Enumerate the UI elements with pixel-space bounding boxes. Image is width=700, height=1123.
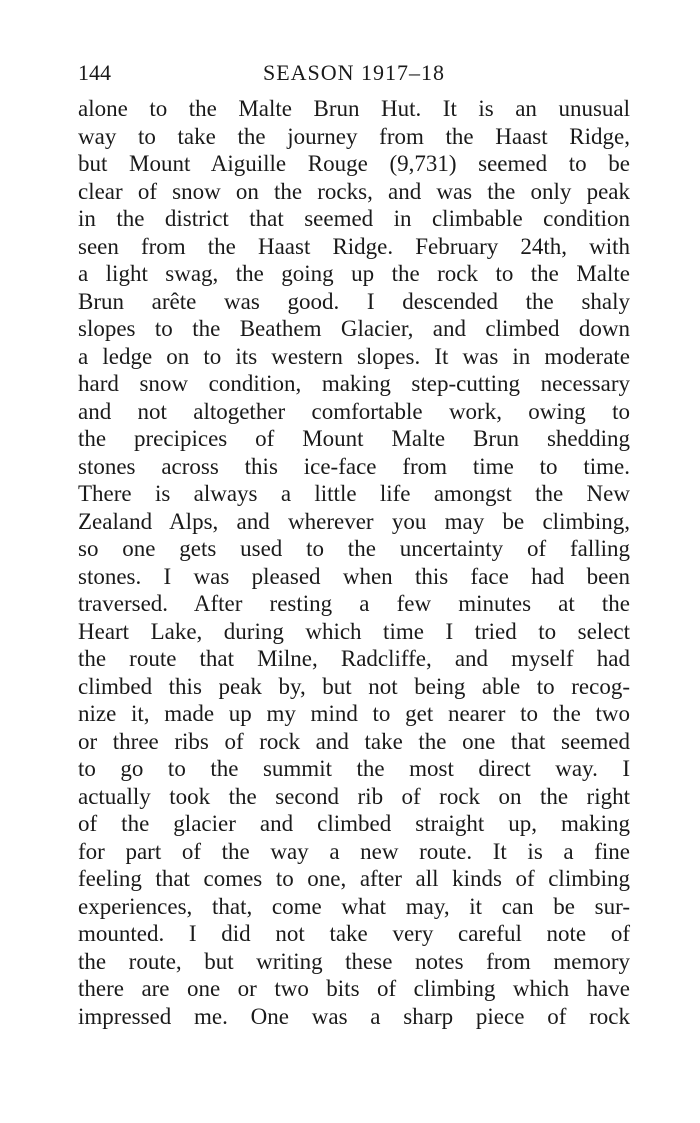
text-line: mounted. I did not take very careful note of	[78, 921, 630, 946]
text-line: Heart Lake, during which time I tried to select	[78, 618, 630, 644]
text-line: in the district that seemed in climbable condition	[78, 206, 630, 231]
text-line: alone to the Malte Brun Hut. It is an unusual	[78, 96, 630, 121]
text-line: Zealand Alps, and wherever you may be climbing,	[78, 508, 630, 534]
text-line: experiences, that, come what may, it can be sur-	[78, 893, 630, 919]
text-line: but Mount Aiguille Rouge (9,731) seemed to be	[78, 151, 630, 176]
text-line: there are one or two bits of climbing which have	[78, 976, 630, 1001]
text-line: stones across this ice-face from time to time.	[78, 453, 630, 479]
text-line: the precipices of Mount Malte Brun shedding	[78, 426, 630, 451]
text-line: a light swag, the going up the rock to the Malte	[78, 261, 630, 286]
running-head: SEASON 1917–18	[262, 60, 446, 85]
text-line: for part of the way a new route. It is a fine	[78, 838, 630, 864]
text-line: the route, but writing these notes from memory	[78, 948, 630, 974]
text-line: climbed this peak by, but not being able to recog-	[78, 673, 630, 699]
text-line: and not altogether comfortable work, owing to	[78, 398, 630, 424]
body-text	[78, 95, 630, 1030]
text-line: traversed. After resting a few minutes at the	[78, 591, 630, 616]
text-line: actually took the second rib of rock on the right	[78, 783, 630, 809]
text-line: stones. I was pleased when this face had been	[78, 563, 630, 589]
text-line: impressed me. One was a sharp piece of rock	[78, 1003, 630, 1029]
text-line: or three ribs of rock and take the one that seemed	[78, 728, 630, 754]
text-line: way to take the journey from the Haast Ridge,	[78, 123, 630, 149]
text-line: the route that Milne, Radcliffe, and myself had	[78, 646, 630, 671]
text-line: clear of snow on the rocks, and was the only peak	[78, 178, 630, 204]
text-line: feeling that comes to one, after all kinds of climbing	[78, 866, 630, 891]
text-line: seen from the Haast Ridge. February 24th, with	[78, 233, 630, 259]
text-line: a ledge on to its western slopes. It was in moderate	[78, 343, 630, 369]
text-line: slopes to the Beathem Glacier, and climbed down	[78, 316, 630, 341]
text-line: There is always a little life amongst the New	[78, 481, 630, 506]
page-header	[78, 56, 630, 90]
text-line: of the glacier and climbed straight up, making	[78, 811, 630, 836]
text-line: nize it, made up my mind to get nearer to the two	[78, 701, 630, 726]
text-line: so one gets used to the uncertainty of falling	[78, 536, 630, 561]
text-line: to go to the summit the most direct way. I	[78, 756, 630, 781]
page-number: 144	[78, 60, 111, 85]
text-line: hard snow condition, making step-cutting necessary	[78, 371, 630, 396]
text-line: Brun arête was good. I descended the shaly	[78, 288, 630, 314]
